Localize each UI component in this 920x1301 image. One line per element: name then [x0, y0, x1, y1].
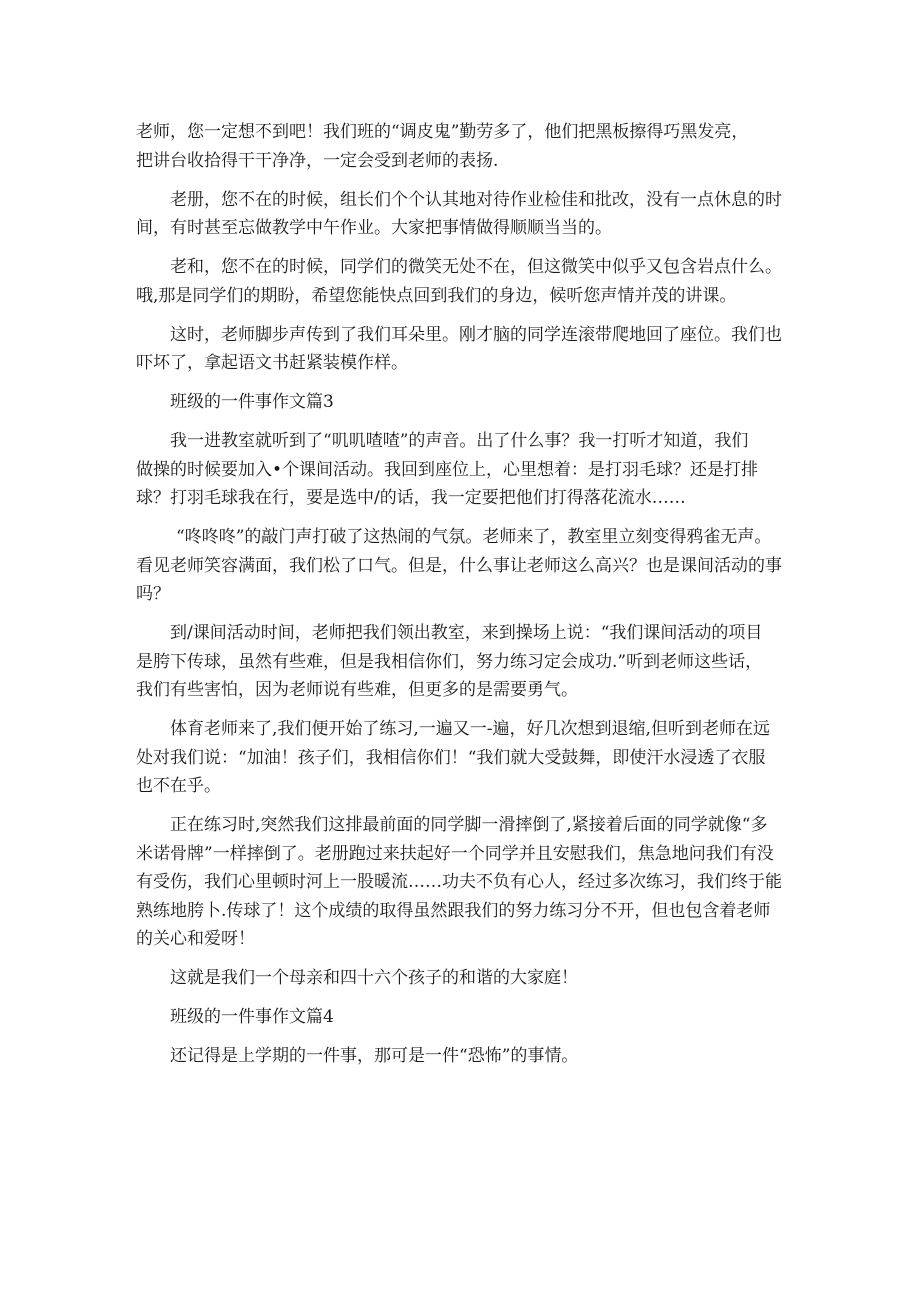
text-line: 到/课间活动时间，老师把我们领出教室，来到操场上说：“我们课间活动的项目	[170, 623, 763, 643]
text-line: 这时，老师脚步声传到了我们耳朵里。刚才脑的同学连滚带爬地回了座位。我们也	[170, 324, 782, 345]
text-line: 球？打羽毛球我在行，要是选中/的话，我一定要把他们打得落花流水……	[136, 488, 686, 508]
section-heading	[136, 388, 796, 417]
paragraph	[136, 118, 796, 175]
heading-text: 班级的一件事作文篇3	[170, 392, 334, 412]
document-page	[136, 118, 796, 1071]
text-line: 老和，您不在的时候，同学们的微笑无处不在，但这微笑中似乎又包含岩点什么。	[170, 257, 782, 277]
text-line: 间，有时甚至忘做教学中午作业。大家把事情做得顺顺当当的。	[136, 218, 612, 238]
text-line: 老师，您一定想不到吧！我们班的“调皮鬼”勤劳多了，他们把黑板擦得巧黑发亮，	[136, 122, 749, 142]
text-line: “咚咚咚”的敲门声打破了这热闹的气氛。老师来了，教室里立刻变得鸦雀无声。	[176, 527, 772, 547]
text-line: 正在练习时,突然我们这排最前面的同学脚一滑摔倒了,紧接着后面的同学就像“多	[170, 815, 768, 835]
text-line: 也不在乎。	[136, 776, 221, 796]
text-line: 我们有些害怕，因为老师说有些难，但更多的是需要勇气。	[136, 680, 578, 700]
paragraph	[136, 715, 796, 801]
text-line: 看见老师笑容满面，我们松了口气。但是，什么事让老师这么高兴？也是课间活动的事	[136, 555, 782, 576]
text-line: 我一进教室就听到了“叽叽喳喳”的声音。出了什么事？我一打听才知道，我们	[170, 431, 749, 451]
paragraph	[136, 811, 796, 954]
paragraph	[136, 427, 796, 513]
paragraph	[136, 619, 796, 705]
paragraph	[136, 1042, 796, 1071]
paragraph	[136, 253, 796, 310]
text-line: 有受伤，我们心里顿时河上一股暖流……功夫不负有心人，经过多次练习，我们终于能	[136, 872, 782, 892]
text-line: 的关心和爱呀！	[136, 929, 255, 949]
text-line: 哦,那是同学们的期盼，希望您能快点回到我们的身边，候听您声情并茂的讲课。	[136, 285, 737, 306]
text-line: 体育老师来了,我们便开始了练习,一遍又一-遍，好几次想到退缩,但听到老师在远	[170, 719, 770, 739]
paragraph	[136, 321, 796, 378]
paragraph	[136, 964, 796, 993]
text-line: 做操的时候要加入•个课间活动。我回到座位上，心里想着：是打羽毛球？还是打排	[136, 459, 759, 480]
text-line: 是胯下传球，虽然有些难，但是我相信你们，努力练习定会成功.”听到老师这些话，	[136, 651, 763, 672]
text-line: 米诺骨牌”一样摔倒了。老册跑过来扶起好一个同学并且安慰我们，焦急地问我们有没	[136, 843, 774, 864]
text-line: 把讲台收拾得干干净净，一定会受到老师的表扬.	[136, 150, 499, 171]
text-line: 这就是我们一个母亲和四十六个孩子的和谐的大家庭！	[170, 968, 578, 988]
text-line: 处对我们说：“加油！孩子们，我相信你们！“我们就大受鼓舞，即使汗水浸透了衣服	[136, 747, 766, 768]
paragraph	[136, 523, 796, 609]
section-heading	[136, 1003, 796, 1032]
text-line: 熟练地胯卜.传球了！这个成绩的取得虽然跟我们的努力练习分不开，但也包含着老师	[136, 900, 771, 921]
text-line: 老册，您不在的时候，组长们个个认其地对待作业检佳和批改，没有一点休息的时	[170, 189, 782, 210]
heading-text: 班级的一件事作文篇4	[170, 1007, 334, 1027]
text-line: 还记得是上学期的一件事，那可是一件“恐怖”的事情。	[170, 1046, 579, 1066]
text-line: 吓坏了，拿起语文书赶紧装模作样。	[136, 353, 408, 373]
paragraph	[136, 186, 796, 243]
text-line: 吗？	[136, 584, 170, 604]
